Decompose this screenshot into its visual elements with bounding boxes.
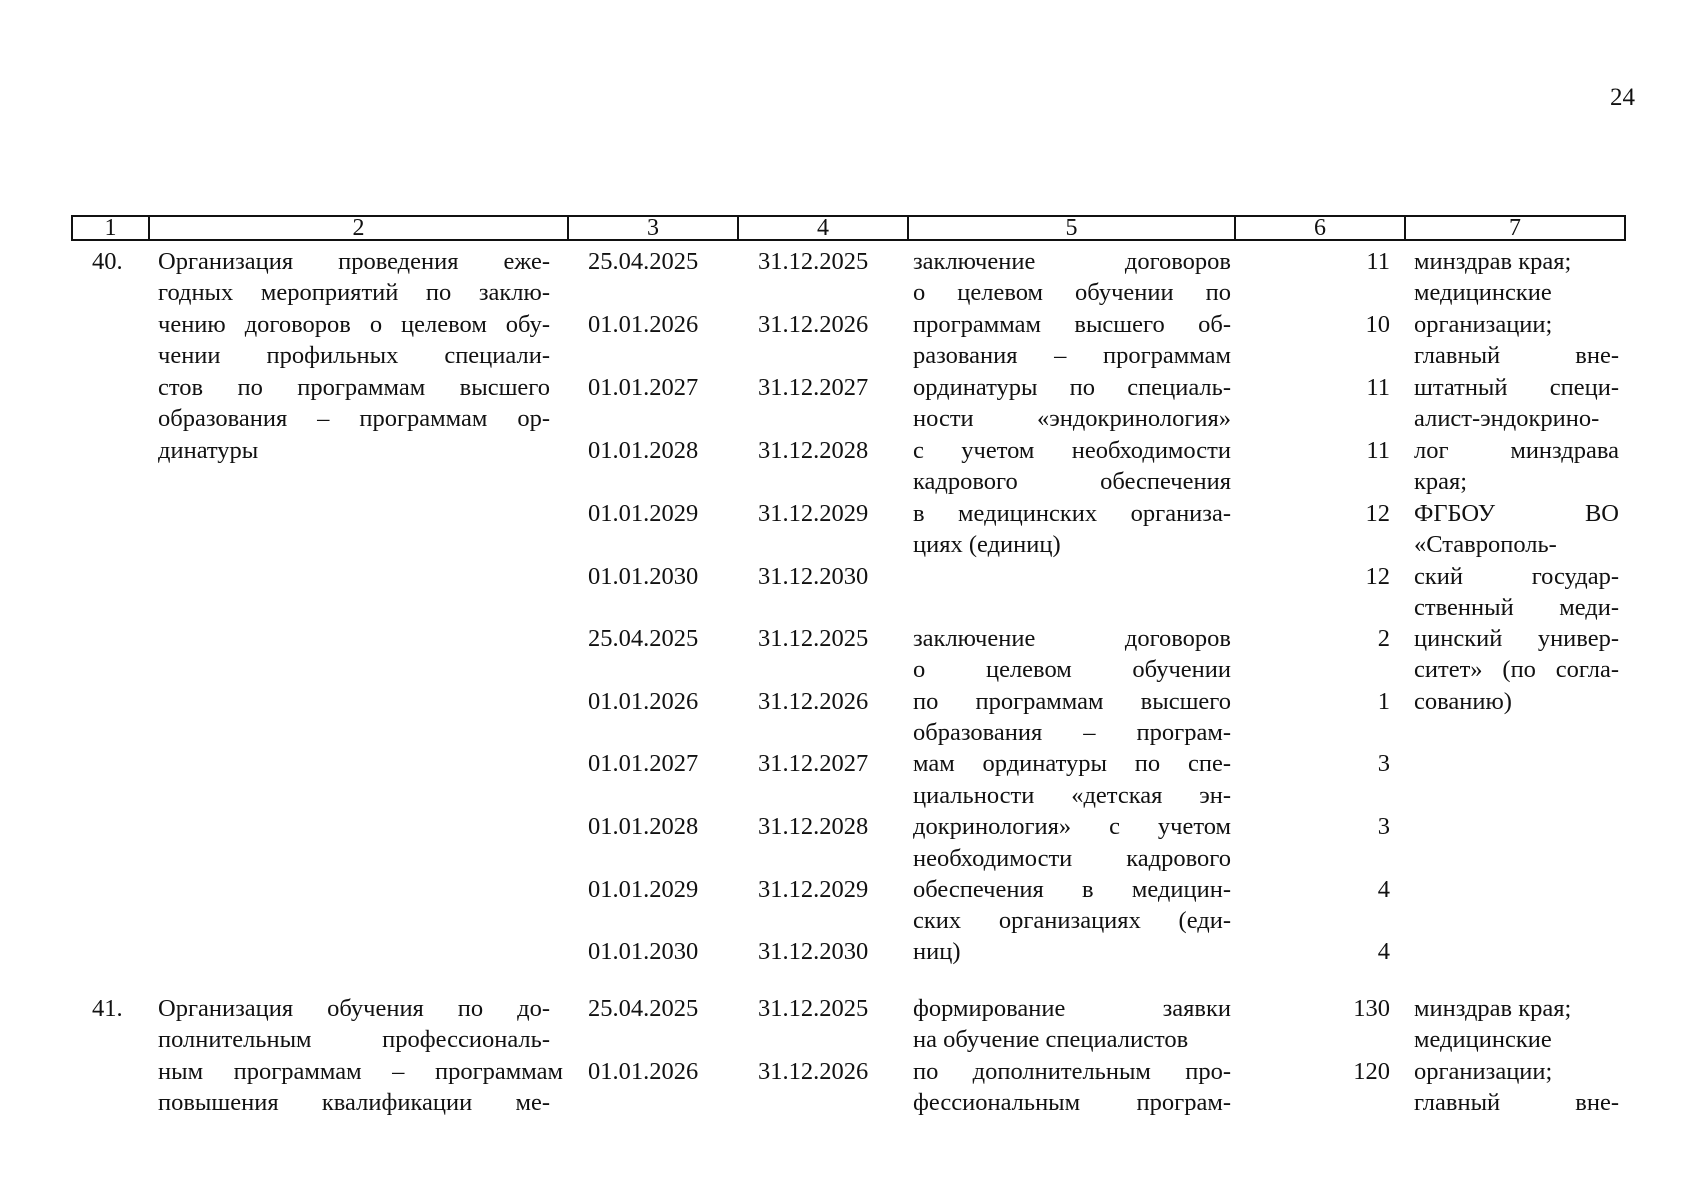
result-line: циях (единиц) bbox=[913, 531, 1061, 558]
start-date: 01.01.2026 bbox=[588, 1058, 699, 1085]
start-date: 01.01.2028 bbox=[588, 437, 699, 464]
result-line: обеспечения в медицин- bbox=[913, 876, 1231, 903]
indicator-value: 3 bbox=[1377, 813, 1390, 840]
executor-line: организации; bbox=[1414, 311, 1553, 338]
executor-line: главный вне- bbox=[1414, 1089, 1619, 1116]
description-line: повышения квалификации ме- bbox=[158, 1089, 550, 1116]
indicator-value: 11 bbox=[1366, 374, 1390, 401]
result-line: по дополнительным про- bbox=[913, 1058, 1231, 1085]
result-line: докринология» с учетом bbox=[913, 813, 1231, 840]
result-line: программам высшего об- bbox=[913, 311, 1231, 338]
header-cell-1: 1 bbox=[71, 215, 150, 241]
result-line: мам ординатуры по спе- bbox=[913, 750, 1231, 777]
end-date: 31.12.2028 bbox=[758, 813, 869, 840]
indicator-value: 12 bbox=[1365, 563, 1390, 590]
indicator-value: 2 bbox=[1377, 625, 1390, 652]
start-date: 01.01.2026 bbox=[588, 688, 699, 715]
result-line: ских организациях (еди- bbox=[913, 907, 1231, 934]
executor-line: штатный специ- bbox=[1414, 374, 1619, 401]
start-date: 25.04.2025 bbox=[588, 248, 699, 275]
executor-line: ский государ- bbox=[1414, 563, 1619, 590]
start-date: 01.01.2027 bbox=[588, 750, 699, 777]
result-line: формирование заявки bbox=[913, 995, 1231, 1022]
executor-line: медицинские bbox=[1414, 279, 1552, 306]
end-date: 31.12.2028 bbox=[758, 437, 869, 464]
row-number: 41. bbox=[92, 995, 123, 1022]
header-cell-2: 2 bbox=[148, 215, 569, 241]
start-date: 25.04.2025 bbox=[588, 625, 699, 652]
result-line: по программам высшего bbox=[913, 688, 1231, 715]
end-date: 31.12.2025 bbox=[758, 625, 869, 652]
executor-line: цинский универ- bbox=[1414, 625, 1619, 652]
executor-line: ситет» (по согла- bbox=[1414, 656, 1619, 683]
header-cell-6: 6 bbox=[1234, 215, 1406, 241]
description-line: динатуры bbox=[158, 437, 259, 464]
header-cell-4: 4 bbox=[737, 215, 909, 241]
result-line: образования – програм- bbox=[913, 719, 1231, 746]
page-number: 24 bbox=[1610, 84, 1635, 111]
result-line: ординатуры по специаль- bbox=[913, 374, 1231, 401]
result-line: на обучение специалистов bbox=[913, 1026, 1189, 1053]
start-date: 01.01.2029 bbox=[588, 500, 699, 527]
end-date: 31.12.2030 bbox=[758, 563, 869, 590]
executor-line: края; bbox=[1414, 468, 1468, 495]
indicator-value: 4 bbox=[1377, 876, 1390, 903]
executor-line: ФГБОУ ВО bbox=[1414, 500, 1619, 527]
indicator-value: 11 bbox=[1366, 248, 1390, 275]
indicator-value: 120 bbox=[1353, 1058, 1390, 1085]
header-cell-3: 3 bbox=[567, 215, 739, 241]
start-date: 01.01.2028 bbox=[588, 813, 699, 840]
start-date: 01.01.2027 bbox=[588, 374, 699, 401]
result-line: заключение договоров bbox=[913, 625, 1231, 652]
result-line: необходимости кадрового bbox=[913, 845, 1231, 872]
result-line: о целевом обучении по bbox=[913, 279, 1231, 306]
end-date: 31.12.2026 bbox=[758, 688, 869, 715]
end-date: 31.12.2025 bbox=[758, 995, 869, 1022]
description-line: стов по программам высшего bbox=[158, 374, 550, 401]
executor-line: минздрав края; bbox=[1414, 248, 1572, 275]
result-line: фессиональным програм- bbox=[913, 1089, 1231, 1116]
header-cell-7: 7 bbox=[1404, 215, 1626, 241]
executor-line: лог минздрава bbox=[1414, 437, 1619, 464]
description-line: ным программам – программам bbox=[158, 1058, 563, 1085]
start-date: 01.01.2030 bbox=[588, 938, 699, 965]
result-line: ниц) bbox=[913, 938, 961, 965]
description-line: чению договоров о целевом обу- bbox=[158, 311, 550, 338]
executor-line: главный вне- bbox=[1414, 342, 1619, 369]
description-line: годных мероприятий по заклю- bbox=[158, 279, 550, 306]
end-date: 31.12.2027 bbox=[758, 750, 869, 777]
end-date: 31.12.2027 bbox=[758, 374, 869, 401]
executor-line: алист-эндокрино- bbox=[1414, 405, 1600, 432]
end-date: 31.12.2026 bbox=[758, 1058, 869, 1085]
indicator-value: 4 bbox=[1377, 938, 1390, 965]
executor-line: ственный меди- bbox=[1414, 594, 1619, 621]
result-line: кадрового обеспечения bbox=[913, 468, 1231, 495]
result-line: о целевом обучении bbox=[913, 656, 1231, 683]
executor-line: «Ставрополь- bbox=[1414, 531, 1557, 558]
result-line: с учетом необходимости bbox=[913, 437, 1231, 464]
start-date: 01.01.2026 bbox=[588, 311, 699, 338]
row-number: 40. bbox=[92, 248, 123, 275]
result-line: разования – программам bbox=[913, 342, 1231, 369]
end-date: 31.12.2025 bbox=[758, 248, 869, 275]
executor-line: сованию) bbox=[1414, 688, 1512, 715]
description-line: чении профильных специали- bbox=[158, 342, 550, 369]
executor-line: организации; bbox=[1414, 1058, 1553, 1085]
result-line: в медицинских организа- bbox=[913, 500, 1231, 527]
indicator-value: 12 bbox=[1365, 500, 1390, 527]
table-header-row bbox=[71, 215, 1626, 243]
description-line: полнительным профессиональ- bbox=[158, 1026, 550, 1053]
executor-line: медицинские bbox=[1414, 1026, 1552, 1053]
description-line: образования – программам ор- bbox=[158, 405, 550, 432]
indicator-value: 130 bbox=[1353, 995, 1390, 1022]
indicator-value: 3 bbox=[1377, 750, 1390, 777]
start-date: 01.01.2030 bbox=[588, 563, 699, 590]
indicator-value: 11 bbox=[1366, 437, 1390, 464]
end-date: 31.12.2030 bbox=[758, 938, 869, 965]
description-line: Организация проведения еже- bbox=[158, 248, 550, 275]
end-date: 31.12.2029 bbox=[758, 500, 869, 527]
start-date: 01.01.2029 bbox=[588, 876, 699, 903]
header-cell-5: 5 bbox=[907, 215, 1236, 241]
end-date: 31.12.2026 bbox=[758, 311, 869, 338]
end-date: 31.12.2029 bbox=[758, 876, 869, 903]
indicator-value: 1 bbox=[1377, 688, 1390, 715]
result-line: ности «эндокринология» bbox=[913, 405, 1231, 432]
result-line: заключение договоров bbox=[913, 248, 1231, 275]
indicator-value: 10 bbox=[1365, 311, 1390, 338]
executor-line: минздрав края; bbox=[1414, 995, 1572, 1022]
description-line: Организация обучения по до- bbox=[158, 995, 550, 1022]
result-line: циальности «детская эн- bbox=[913, 782, 1231, 809]
start-date: 25.04.2025 bbox=[588, 995, 699, 1022]
